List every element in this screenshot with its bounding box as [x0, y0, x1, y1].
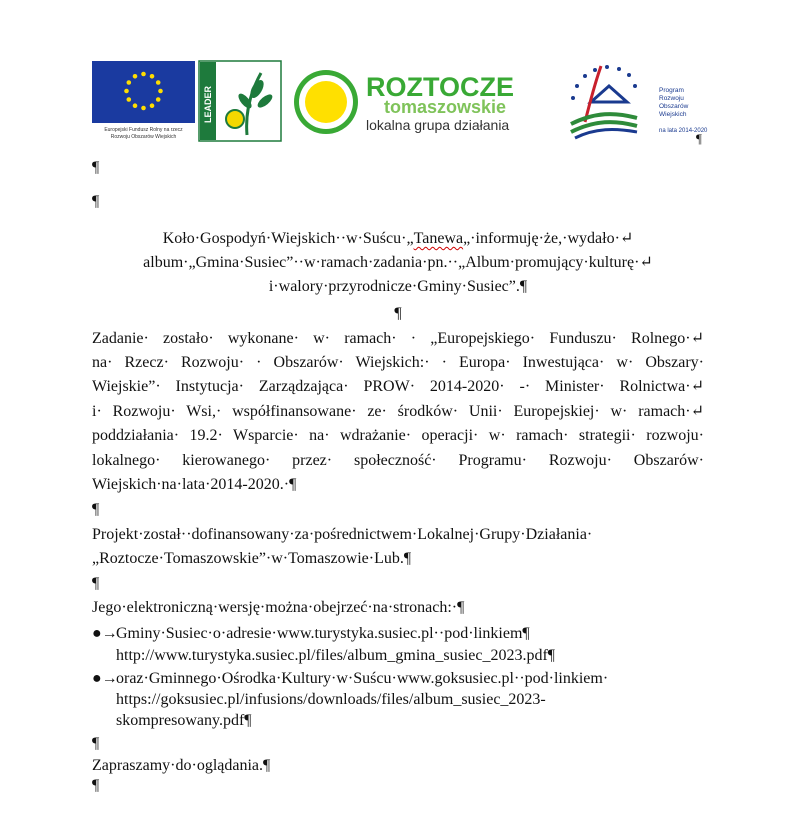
empty-paragraph: ¶ — [394, 305, 402, 322]
leader-logo — [199, 61, 281, 141]
view-intro: Jego·elektroniczną·wersję·można·obejrzeć·na·stronach:·¶ — [92, 599, 465, 616]
leader-text: LEADER — [203, 85, 213, 123]
intro-text: Koło·Gospodyń·Wiejskich··w·Suścu·„ — [162, 230, 414, 247]
task-line: Wiejskie”· Instytucja· Zarządzająca· PROW· 2014-2020· -· Minister· Rolnictwa·↵ — [92, 378, 704, 395]
eu-fund-logo — [92, 61, 195, 141]
bullet-2-link[interactable]: https://goksusiec.pl/infusions/downloads/files/album_susiec_2023- — [116, 691, 546, 708]
empty-paragraph: ¶ — [92, 193, 100, 210]
roztocze-tagline: lokalna grupa działania — [366, 117, 510, 133]
bullet-2-link-end[interactable]: skompresowany.pdf¶ — [116, 712, 252, 729]
empty-paragraph: ¶ — [92, 575, 100, 592]
empty-paragraph: ¶ — [92, 501, 100, 518]
task-line: lokalnego· kierowanego· przez· społeczność· Programu· Rozwoju· Obszarów· — [92, 452, 704, 469]
task-line: poddziałania· 19.2· Wsparcie· na· wdrażanie· operacji· w· ramach· strategii· rozwoju· — [92, 427, 704, 444]
task-line: i· Rozwoju· Wsi,· współfinansowane· ze· środków· Unii· Europejskiej· w· ramach·↵ — [92, 403, 704, 420]
prow-stars-icon — [571, 65, 637, 100]
bullet-1-link[interactable]: http://www.turystyka.susiec.pl/files/album_gmina_susiec_2023.pdf¶ — [116, 647, 556, 664]
empty-paragraph: ¶ — [92, 735, 100, 752]
empty-paragraph: ¶ — [92, 159, 100, 176]
spelling-flag-word: Tanewa — [413, 230, 464, 247]
prow-line1: Program — [659, 87, 684, 94]
prow-logo — [565, 62, 708, 142]
intro-line-3: i·walory·przyrodnicze·Gminy·Susiec”.¶ — [268, 278, 528, 295]
project-line-1: Projekt·został··dofinansowany·za·pośrednictwem·Lokalnej·Grupy·Działania· — [92, 526, 593, 543]
intro-line-1 — [92, 229, 704, 249]
roztocze-logo — [292, 66, 542, 138]
empty-paragraph: ¶ — [92, 777, 100, 794]
project-line-2: „Roztocze·Tomaszowskie”·w·Tomaszowie·Lub.¶ — [92, 550, 412, 567]
intro-line-2: album·„Gmina·Susiec”··w·ramach·zadania·pn.··„Album·promujący·kulturę·↵ — [143, 254, 653, 271]
closing-line: Zapraszamy·do·oglądania.¶ — [92, 757, 271, 774]
bullet-1-line-1[interactable]: Gminy·Susiec·o·adresie·www.turystyka.susiec.pl··pod·linkiem¶ — [116, 625, 530, 642]
sun-icon — [305, 81, 347, 123]
eu-flag — [92, 61, 195, 123]
task-line: Zadanie· zostało· wykonane· w· ramach· · „Europejskiego· Funduszu· Rolnego·↵ — [92, 330, 704, 347]
prow-line5: na lata 2014-2020 — [659, 128, 708, 134]
roztocze-title: ROZTOCZE — [366, 72, 514, 102]
task-line-last: Wiejskich·na·lata·2014-2020.·¶ — [92, 476, 297, 493]
prow-line4: Wiejskich — [659, 111, 687, 118]
bullet-2-line-1[interactable]: oraz·Gminnego·Ośrodka·Kultury·w·Suścu·www.goksusiec.pl··pod·linkiem· — [116, 670, 609, 687]
bullet-marker: ●→ — [92, 625, 118, 642]
prow-line3: Obszarów — [659, 103, 689, 110]
prow-line2: Rozwoju — [659, 95, 684, 102]
house-icon — [591, 86, 627, 102]
eu-caption-2: Rozwoju Obszarów Wiejskich — [110, 134, 177, 140]
task-line: na· Rzecz· Rozwoju· · Obszarów· Wiejskich:· · Europa· Inwestująca· w· Obszary· — [92, 354, 704, 371]
bullet-marker: ●→ — [92, 670, 118, 687]
intro-text: „·informuję·że,·wydało·↵ — [463, 230, 634, 247]
roztocze-subtitle: tomaszowskie — [384, 97, 507, 117]
header-pilcrow: ¶ — [696, 131, 702, 146]
eu-caption-1: Europejski Fundusz Rolny na rzecz — [104, 127, 183, 133]
